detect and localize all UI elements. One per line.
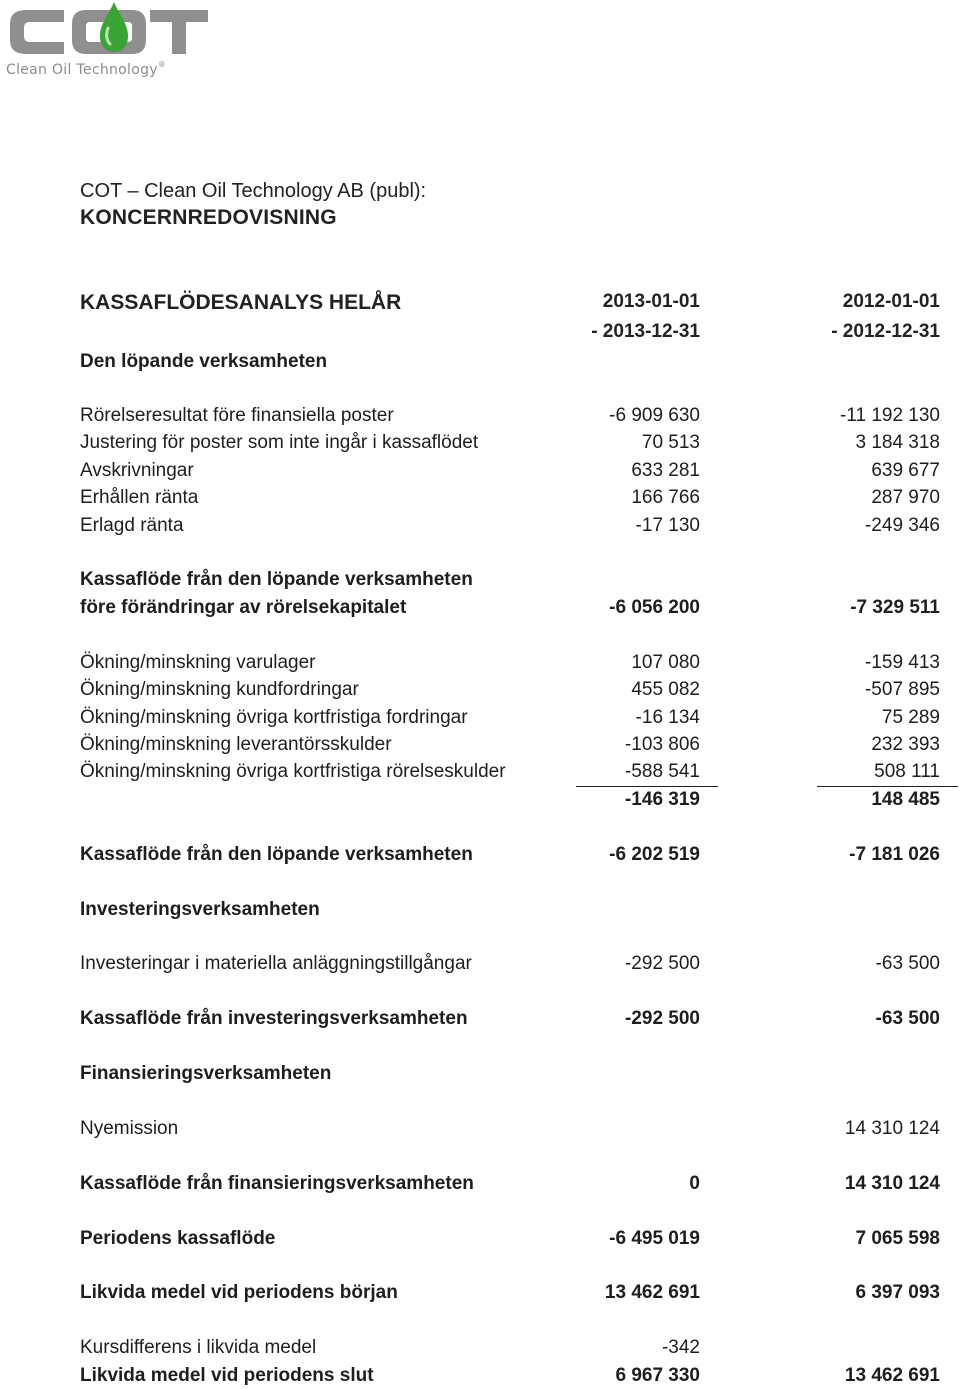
row-value-2013: 455 082 (631, 679, 700, 700)
row-value-2013: 6 967 330 (615, 1365, 700, 1386)
row-label: Investeringar i materiella anläggningstillgångar (80, 953, 472, 974)
section-investing: Investeringsverksamheten (80, 899, 320, 920)
row-label: Erlagd ränta (80, 515, 184, 536)
row-value-2013: -16 134 (635, 707, 700, 728)
table-row (0, 596, 960, 620)
row-value-2012: -507 895 (864, 679, 940, 700)
row-value-2012: 14 310 124 (844, 1118, 940, 1139)
table-row (0, 843, 960, 867)
row-label: Likvida medel vid periodens början (80, 1282, 398, 1303)
row-value-2012: 287 970 (871, 487, 940, 508)
period-2012-start: 2012-01-01 (842, 291, 940, 312)
row-label: Nyemission (80, 1118, 179, 1139)
row-label: Kassaflöde från finansieringsverksamheten (80, 1173, 474, 1194)
section-financing: Finansieringsverksamheten (80, 1063, 332, 1084)
row-value-2012: 639 677 (871, 460, 940, 481)
row-value-2012: -159 413 (864, 652, 940, 673)
row-value-2012: 148 485 (871, 789, 940, 810)
row-label: före förändringar av rörelsekapitalet (80, 597, 407, 618)
row-value-2013: -146 319 (624, 789, 700, 810)
row-value-2013: 633 281 (631, 460, 700, 481)
row-value-2013: -342 (661, 1337, 700, 1358)
row-label: Ökning/minskning kundfordringar (80, 679, 359, 700)
row-value-2013: 166 766 (631, 487, 700, 508)
table-row (0, 431, 960, 455)
subtotal-rule-2013 (576, 786, 718, 787)
row-value-2012: 7 065 598 (855, 1228, 940, 1249)
table-row (0, 1007, 960, 1031)
table-row (0, 760, 960, 784)
table-row (0, 706, 960, 730)
table-row (0, 1281, 960, 1305)
document-title: KONCERNREDOVISNING (80, 206, 337, 229)
row-value-2013: -292 500 (624, 1008, 700, 1029)
row-value-2013: -6 056 200 (609, 597, 700, 618)
row-value-2012: 13 462 691 (844, 1365, 940, 1386)
table-row (0, 678, 960, 702)
row-value-2013: -588 541 (624, 761, 700, 782)
row-value-2012: -7 181 026 (849, 844, 940, 865)
table-row (0, 1364, 960, 1388)
table-row (0, 486, 960, 510)
row-value-2012: -63 500 (875, 1008, 940, 1029)
row-label: Kassaflöde från den löpande verksamheten (80, 569, 473, 590)
row-value-2012: 6 397 093 (855, 1282, 940, 1303)
row-value-2012: 232 393 (871, 734, 940, 755)
table-row (0, 1227, 960, 1251)
row-value-2013: 70 513 (641, 432, 700, 453)
row-value-2013: -292 500 (624, 953, 700, 974)
row-label: Periodens kassaflöde (80, 1228, 276, 1249)
row-value-2013: 13 462 691 (604, 1282, 700, 1303)
row-value-2012: 14 310 124 (844, 1173, 940, 1194)
cot-wordmark-graphic (4, 2, 214, 62)
row-label: Ökning/minskning övriga kortfristiga fordringar (80, 707, 468, 728)
table-row (0, 568, 960, 592)
row-value-2012: 75 289 (881, 707, 940, 728)
table-row (0, 651, 960, 675)
period-2013-start: 2013-01-01 (602, 291, 700, 312)
row-value-2012: -63 500 (875, 953, 940, 974)
row-value-2013: -6 495 019 (609, 1228, 700, 1249)
table-row (0, 1117, 960, 1141)
table-row (0, 1172, 960, 1196)
row-value-2013: 0 (689, 1173, 700, 1194)
row-label: Avskrivningar (80, 460, 194, 481)
statement-title: KASSAFLÖDESANALYS HELÅR (80, 291, 402, 314)
table-row (0, 1336, 960, 1360)
row-value-2013: -103 806 (624, 734, 700, 755)
row-label: Likvida medel vid periodens slut (80, 1365, 374, 1386)
subtotal-rule-2012 (817, 786, 958, 787)
row-label: Ökning/minskning övriga kortfristiga rörelseskulder (80, 761, 506, 782)
row-value-2012: 508 111 (874, 761, 940, 782)
row-value-2013: -17 130 (635, 515, 700, 536)
row-value-2013: 107 080 (631, 652, 700, 673)
row-label: Erhållen ränta (80, 487, 199, 508)
row-value-2012: -249 346 (864, 515, 940, 536)
company-line: COT – Clean Oil Technology AB (publ): (80, 180, 427, 202)
row-label: Kassaflöde från investeringsverksamheten (80, 1008, 468, 1029)
period-2013-end: - 2013-12-31 (591, 321, 700, 342)
logo-tagline: Clean Oil Technology® (6, 60, 167, 78)
period-2012-end: - 2012-12-31 (831, 321, 940, 342)
row-label: Kassaflöde från den löpande verksamheten (80, 844, 473, 865)
row-label: Rörelseresultat före finansiella poster (80, 405, 394, 426)
table-row (0, 788, 960, 812)
row-label: Kursdifferens i likvida medel (80, 1337, 317, 1358)
row-value-2012: -11 192 130 (839, 405, 940, 426)
row-value-2013: -6 202 519 (609, 844, 700, 865)
table-row (0, 514, 960, 538)
row-value-2013: -6 909 630 (609, 405, 700, 426)
table-row (0, 733, 960, 757)
row-value-2012: -7 329 511 (850, 597, 940, 618)
cot-logo (4, 2, 219, 80)
row-label: Justering för poster som inte ingår i kassaflödet (80, 432, 479, 453)
table-row (0, 404, 960, 428)
section-operating: Den löpande verksamheten (80, 351, 328, 372)
row-label: Ökning/minskning varulager (80, 652, 316, 673)
table-row (0, 459, 960, 483)
row-label: Ökning/minskning leverantörsskulder (80, 734, 392, 755)
row-value-2012: 3 184 318 (855, 432, 940, 453)
table-row (0, 952, 960, 976)
